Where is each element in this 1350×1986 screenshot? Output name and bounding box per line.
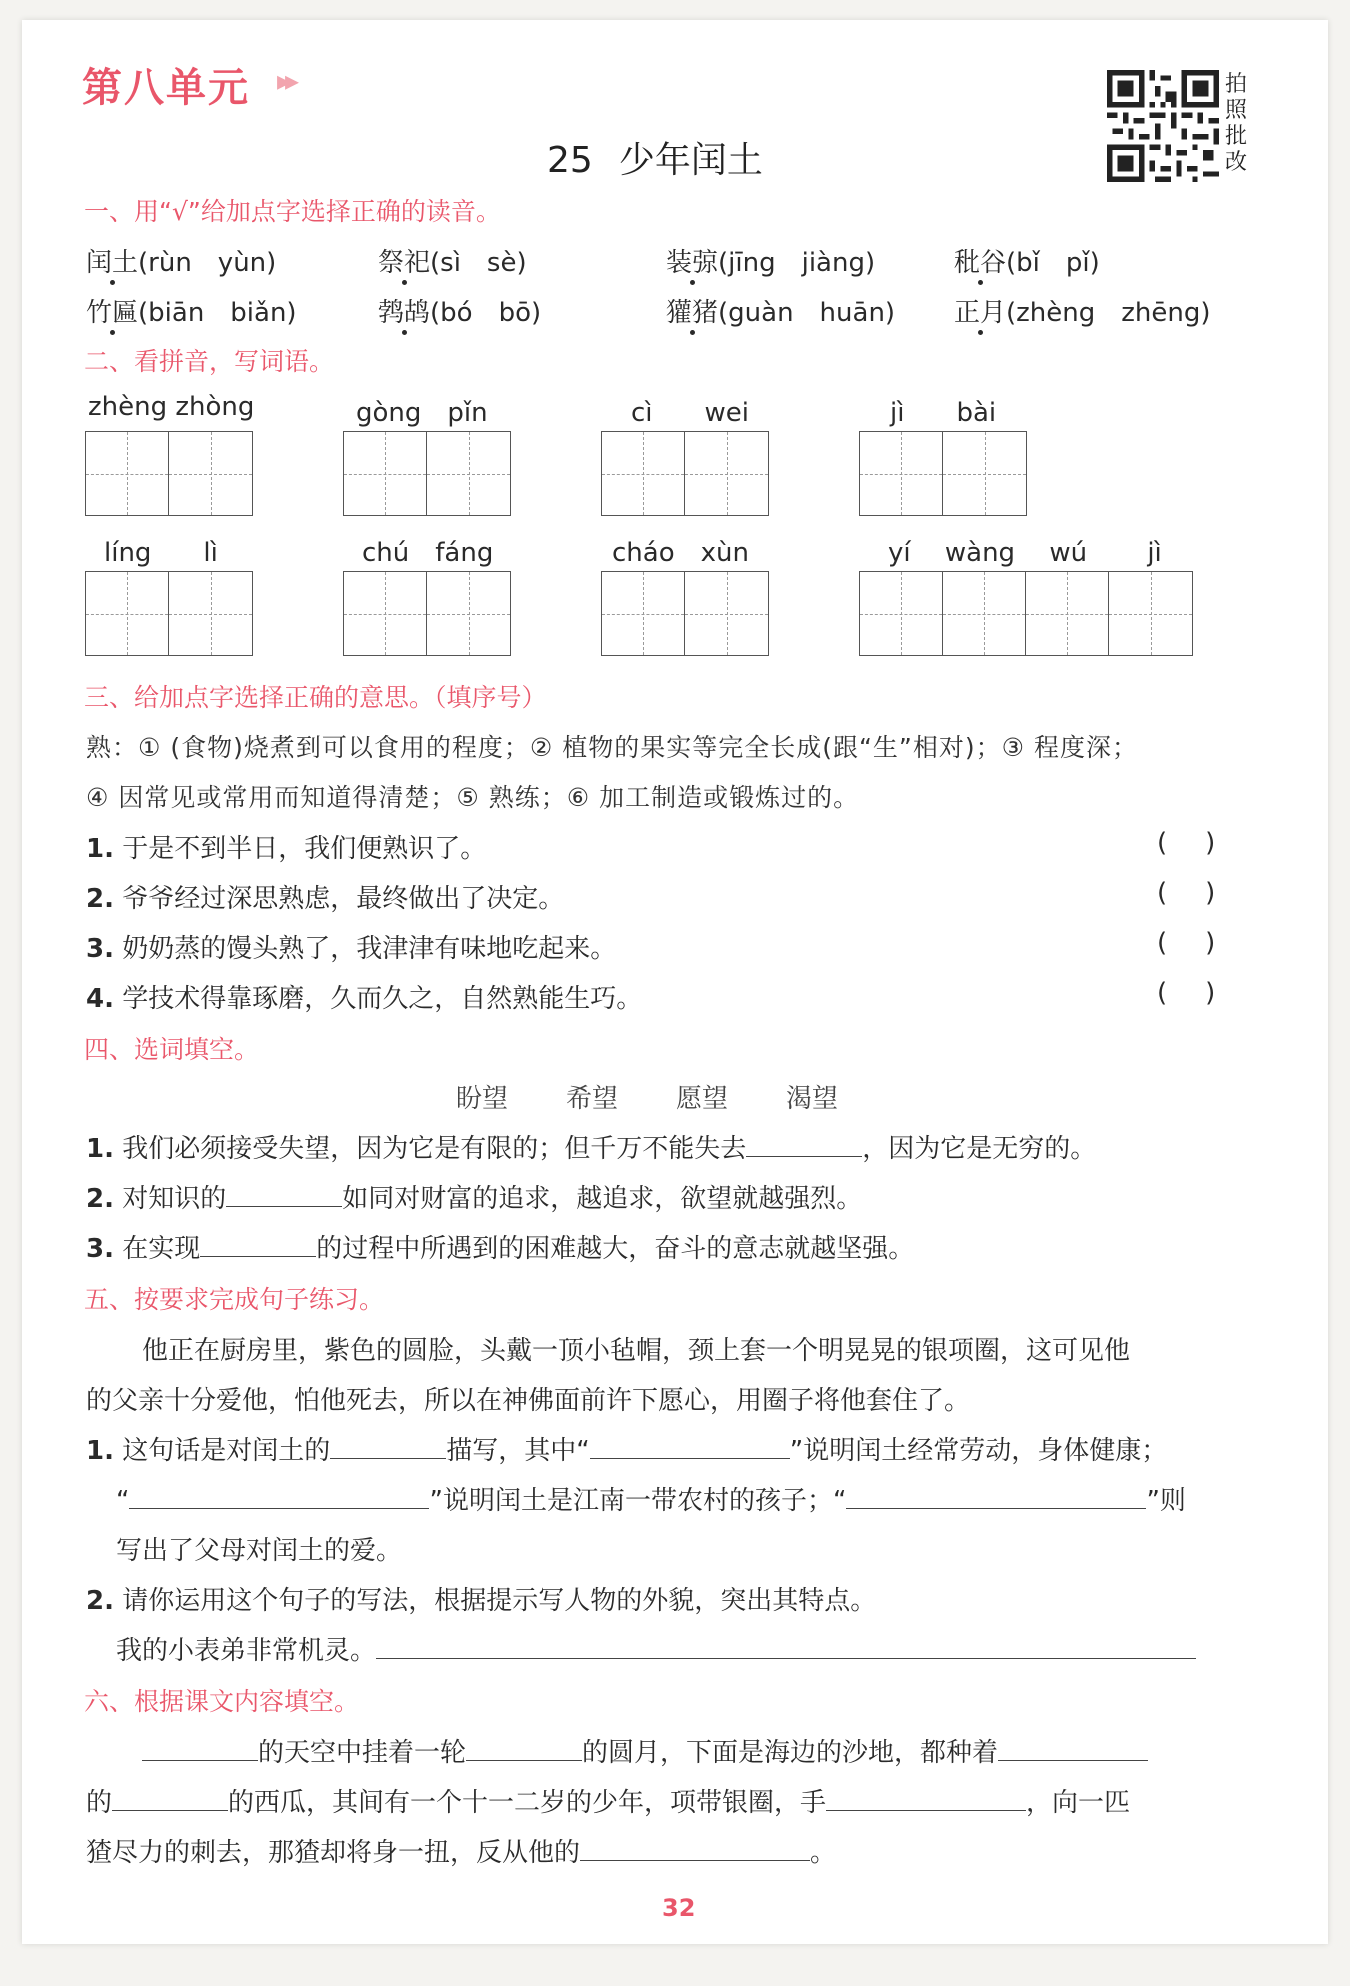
pron-item-3: 装弶(jīng jiàng) bbox=[666, 248, 876, 278]
meaning-question-3: 3. 奶奶蒸的馒头熟了，我津津有味地吃起来。 bbox=[86, 934, 617, 964]
passage-line-2: 的父亲十分爱他，怕他死去，所以在神佛面前许下愿心，用圈子将他套住了。 bbox=[86, 1386, 971, 1416]
pinyin-3: cì wei bbox=[631, 398, 750, 428]
writing-grid-8[interactable] bbox=[859, 571, 1193, 656]
answer-blank[interactable] bbox=[129, 1486, 429, 1509]
word-option: 渴望 bbox=[786, 1084, 839, 1114]
writing-grid-4[interactable] bbox=[859, 431, 1027, 516]
section6-title: 六、根据课文内容填空。 bbox=[84, 1687, 360, 1716]
section3-title: 三、给加点字选择正确的意思。（填序号） bbox=[84, 683, 547, 712]
word-option: 希望 bbox=[566, 1084, 619, 1114]
pron-item-7: 獾猪(guàn huān) bbox=[666, 298, 896, 328]
pron-item-2: 祭祀(sì sè) bbox=[378, 248, 527, 278]
pinyin-6: chú fáng bbox=[362, 538, 494, 568]
fill-question-2: 2. 对知识的 如同对财富的追求，越追求，欲望就越强烈。 bbox=[86, 1184, 863, 1214]
definition-line-2: ④ 因常见或常用而知道得清楚；⑤ 熟练；⑥ 加工制造或锻炼过的。 bbox=[86, 783, 860, 812]
answer-blank[interactable] bbox=[226, 1184, 342, 1207]
meaning-question-1: 1. 于是不到半日，我们便熟识了。 bbox=[86, 834, 487, 864]
answer-blank[interactable] bbox=[330, 1436, 446, 1459]
sentence-question-1-cont: “ ”说明闰土是江南一带农村的孩子；“ ”则 bbox=[116, 1486, 1186, 1516]
page-number: 32 bbox=[662, 1894, 696, 1922]
sentence-question-1-end: 写出了父母对闰土的爱。 bbox=[116, 1536, 403, 1566]
unit-title: 第八单元 bbox=[82, 65, 250, 111]
writing-grid-1[interactable] bbox=[85, 431, 253, 516]
lesson-title bbox=[547, 132, 763, 183]
answer-paren-3[interactable]: () bbox=[1157, 928, 1254, 958]
meaning-question-4: 4. 学技术得靠琢磨，久而久之，自然熟能生巧。 bbox=[86, 984, 643, 1014]
section4-title: 四、选词填空。 bbox=[84, 1035, 260, 1064]
recall-line-3: 猹尽力的刺去，那猹却将身一扭，反从他的 。 bbox=[86, 1838, 837, 1868]
writing-grid-6[interactable] bbox=[343, 571, 511, 656]
pinyin-4: jì bài bbox=[890, 398, 997, 428]
pron-item-4: 秕谷(bǐ pǐ) bbox=[954, 248, 1100, 278]
writing-prompt: 我的小表弟非常机灵。 bbox=[116, 1630, 1196, 1667]
fill-question-3: 3. 在实现 的过程中所遇到的困难越大，奋斗的意志就越坚强。 bbox=[86, 1234, 915, 1264]
pinyin-7: cháo xùn bbox=[612, 538, 749, 568]
answer-blank[interactable] bbox=[112, 1788, 228, 1811]
passage-line-1: 他正在厨房里，紫色的圆脸，头戴一顶小毡帽，颈上套一个明晃晃的银项圈，这可见他 bbox=[142, 1336, 1131, 1366]
section1-title: 一、用“√”给加点字选择正确的读音。 bbox=[84, 197, 501, 226]
lesson-name: 少年闰土 bbox=[618, 140, 763, 181]
answer-line[interactable] bbox=[376, 1636, 1196, 1659]
answer-blank[interactable] bbox=[580, 1838, 810, 1861]
answer-paren-4[interactable]: () bbox=[1157, 978, 1254, 1008]
writing-grid-7[interactable] bbox=[601, 571, 769, 656]
answer-blank[interactable] bbox=[826, 1788, 1026, 1811]
pron-item-1: 闰土(rùn yùn) bbox=[86, 248, 277, 278]
qr-code-icon[interactable] bbox=[1107, 70, 1219, 182]
answer-blank[interactable] bbox=[466, 1738, 582, 1761]
writing-grid-2[interactable] bbox=[343, 431, 511, 516]
lesson-number: 25 bbox=[547, 140, 593, 181]
answer-blank[interactable] bbox=[142, 1738, 258, 1761]
answer-blank[interactable] bbox=[746, 1134, 862, 1157]
pinyin-2: gòng pǐn bbox=[356, 398, 488, 428]
answer-paren-1[interactable]: () bbox=[1157, 828, 1254, 858]
unit-arrows-icon: ▸▸ bbox=[277, 64, 294, 97]
pinyin-1: zhèng zhòng bbox=[88, 392, 255, 422]
sentence-question-1: 1. 这句话是对闰土的 描写，其中“ ”说明闰土经常劳动，身体健康； bbox=[86, 1436, 1168, 1466]
definition-line-1: 熟：① (食物)烧煮到可以食用的程度；② 植物的果实等完全长成(跟“生”相对)；③ 程度深； bbox=[86, 733, 1138, 762]
section5-title: 五、按要求完成句子练习。 bbox=[84, 1285, 385, 1314]
word-option: 盼望 bbox=[456, 1084, 509, 1114]
worksheet-page bbox=[22, 20, 1328, 1944]
pron-item-6: 鹁鸪(bó bō) bbox=[378, 298, 542, 328]
answer-blank[interactable] bbox=[200, 1234, 316, 1257]
answer-blank[interactable] bbox=[590, 1436, 790, 1459]
answer-blank[interactable] bbox=[846, 1486, 1146, 1509]
section2-title: 二、看拼音，写词语。 bbox=[84, 347, 335, 376]
pinyin-5: líng lì bbox=[104, 538, 218, 568]
fill-question-1: 1. 我们必须接受失望，因为它是有限的；但千万不能失去 ，因为它是无穷的。 bbox=[86, 1134, 1097, 1164]
word-option: 愿望 bbox=[676, 1084, 729, 1114]
writing-grid-3[interactable] bbox=[601, 431, 769, 516]
answer-paren-2[interactable]: () bbox=[1157, 878, 1254, 908]
meaning-question-2: 2. 爷爷经过深思熟虑，最终做出了决定。 bbox=[86, 884, 565, 914]
recall-line-1: 的天空中挂着一轮 的圆月，下面是海边的沙地，都种着 bbox=[142, 1732, 1148, 1769]
pinyin-8: yí wàng wú jì bbox=[888, 538, 1162, 568]
pron-item-5: 竹匾(biān biǎn) bbox=[86, 298, 297, 328]
recall-line-2: 的 的西瓜，其间有一个十一二岁的少年，项带银圈，手 ，向一匹 bbox=[86, 1788, 1131, 1818]
word-bank bbox=[456, 1078, 896, 1115]
qr-label: 拍照批改 bbox=[1225, 72, 1248, 175]
answer-blank[interactable] bbox=[998, 1738, 1148, 1761]
pron-item-8: 正月(zhèng zhēng) bbox=[954, 298, 1211, 328]
sentence-question-2: 2. 请你运用这个句子的写法，根据提示写人物的外貌，突出其特点。 bbox=[86, 1586, 877, 1616]
writing-grid-5[interactable] bbox=[85, 571, 253, 656]
